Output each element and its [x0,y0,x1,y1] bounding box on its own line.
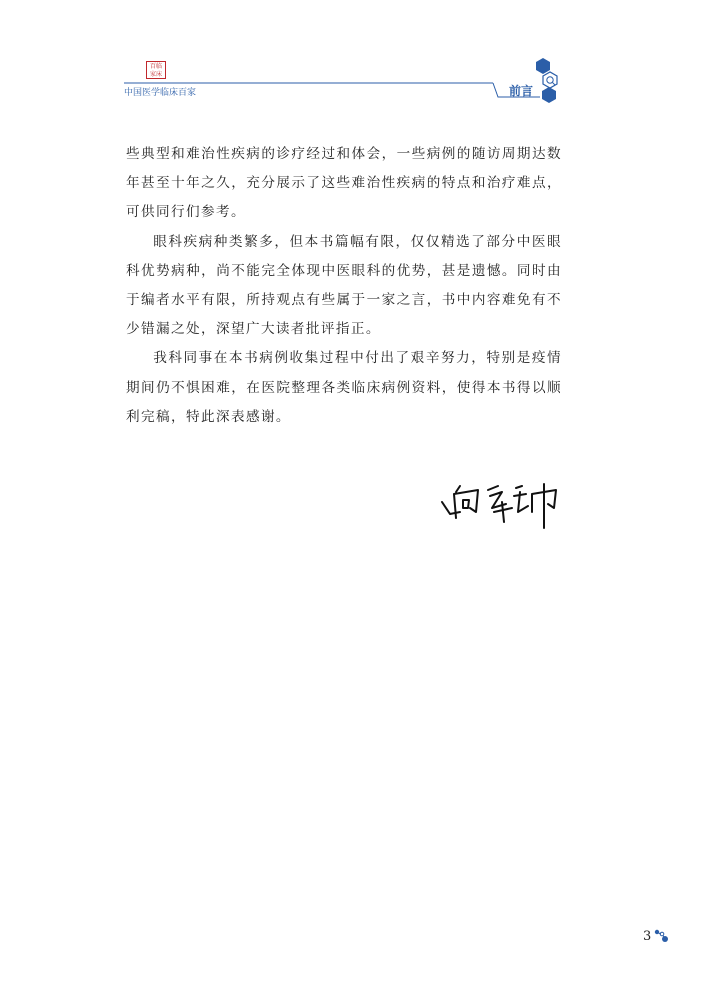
paragraph: 些典型和难治性疾病的诊疗经过和体会，一些病例的随访周期达数年甚至十年之久，充分展示了这些难治性疾病的特点和治疗难点，可供同行们参考。 [126,146,562,221]
section-title: 前言 [509,84,534,98]
paragraph: 我科同事在本书病例收集过程中付出了艰辛努力，特别是疫情期间仍不惧困难，在医院整理各类临床病例资料，使得本书得以顺利完稿，特此深表感谢。 [126,350,562,425]
body-text [126,140,562,432]
paragraph: 眼科疾病种类繁多，但本书篇幅有限，仅仅精选了部分中医眼科优势病种，尚不能完全体现中医眼科的优势，甚是遗憾。同时由于编者水平有限，所持观点有些属于一家之言，书中内容难免有不少错漏之处，深望广大读者批评指正。 [126,233,562,338]
signature [436,478,566,530]
hexagon-icon-top [536,58,550,74]
hexagon-icon-middle [543,72,557,88]
brand-name: 中国医学临床百家 [124,88,197,98]
hexagon-icon-bottom [542,87,556,103]
page-header [0,0,722,110]
header-decoration [0,0,722,110]
page-number: 3 [643,929,652,944]
logo-seal: 百临 家床 [146,61,166,79]
molecule-icon [654,928,670,944]
